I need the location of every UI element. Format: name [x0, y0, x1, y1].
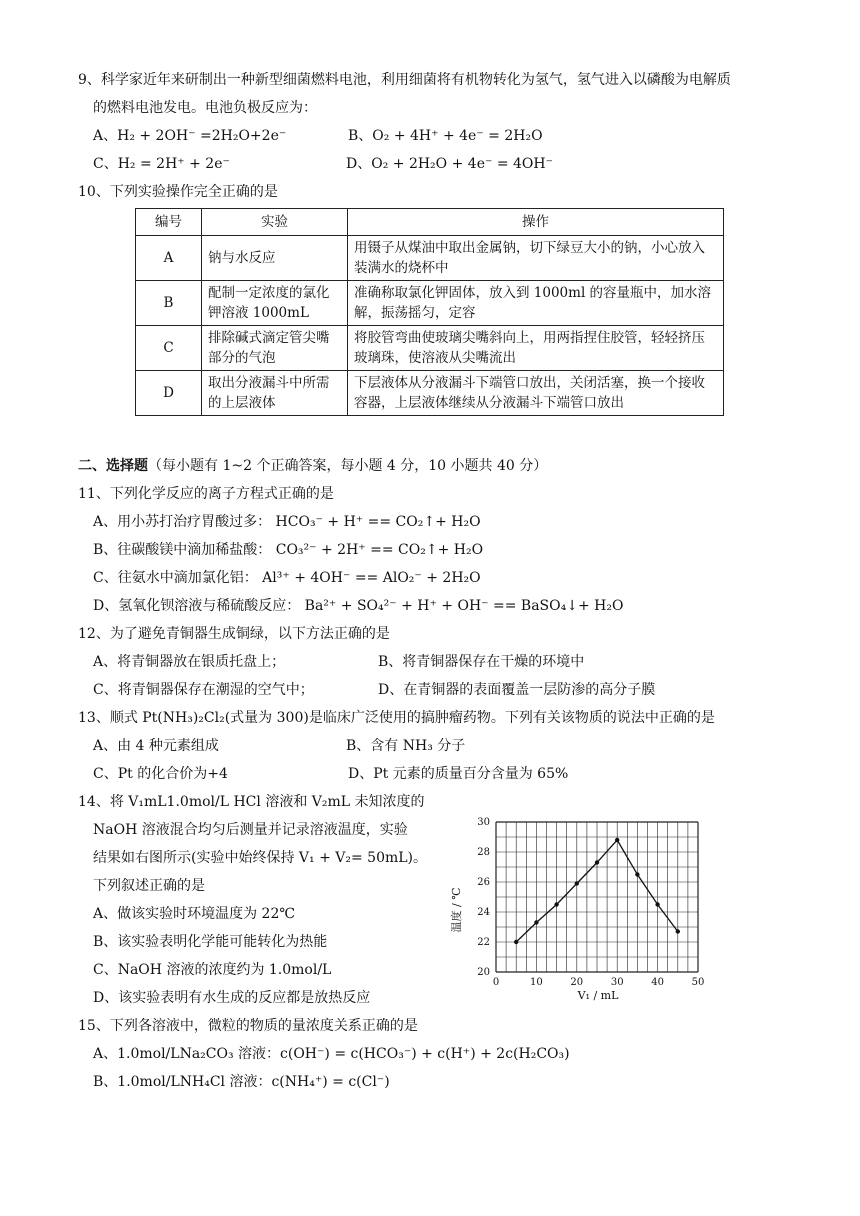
q15-option-a: A、1.0mol/LNa₂CO₃ 溶液：c(OH⁻) = c(HCO₃⁻) + c(H⁺) + 2c(H₂CO₃): [93, 1046, 570, 1062]
chart-ticks: [477, 817, 704, 988]
q9-option-a: A、H₂ + 2OH⁻ =2H₂O+2e⁻: [93, 128, 287, 144]
y-tick-label: 30: [477, 817, 490, 828]
x-tick-label: 50: [691, 977, 705, 988]
row-id: D: [136, 371, 202, 416]
q15-stem: 15、下列各溶液中，微粒的物质的量浓度关系正确的是: [78, 1018, 418, 1034]
q12-option-a: A、将青铜器放在银质托盘上；: [93, 654, 286, 670]
q13-option-b: B、含有 NH₃ 分子: [346, 738, 466, 754]
experiment-table: [135, 208, 724, 416]
q12-option-b: B、将青铜器保存在干燥的环境中: [378, 654, 585, 670]
y-tick-label: 28: [477, 847, 490, 858]
q9-stem-line2: 的燃料电池发电。电池负极反应为：: [93, 100, 317, 116]
table-row: [136, 236, 724, 281]
table-row: [136, 371, 724, 416]
q14-option-d: D、该实验表明有水生成的反应都是放热反应: [93, 990, 371, 1006]
q12-stem: 12、为了避免青铜器生成铜绿，以下方法正确的是: [78, 626, 390, 642]
q14-option-a: A、做该实验时环境温度为 22℃: [93, 906, 296, 922]
q11-stem: 11、下列化学反应的离子方程式正确的是: [78, 486, 334, 502]
row-operation: 下层液体从分液漏斗下端管口放出，关闭活塞，换一个接收容器，上层液体继续从分液漏斗下端管口放出: [348, 371, 724, 416]
row-id: C: [136, 326, 202, 371]
row-experiment: 钠与水反应: [202, 236, 348, 281]
data-point: [534, 920, 538, 924]
row-id: A: [136, 236, 202, 281]
table-header: 实验: [202, 209, 348, 236]
chart-grid: [496, 822, 698, 972]
table-header: 编号: [136, 209, 202, 236]
q13-option-d: D、Pt 元素的质量百分含量为 65%: [348, 766, 569, 782]
data-point: [676, 929, 680, 933]
q9-option-c: C、H₂ = 2H⁺ + 2e⁻: [93, 156, 230, 172]
data-point: [635, 872, 639, 876]
row-id: B: [136, 281, 202, 326]
y-tick-label: 26: [477, 877, 490, 888]
data-point: [615, 838, 619, 842]
q14-option-b: B、该实验表明化学能可能转化为热能: [93, 934, 328, 950]
q14-stem-line2: NaOH 溶液混合均匀后测量并记录溶液温度，实验: [93, 822, 408, 838]
x-tick-label: 10: [530, 977, 543, 988]
data-point: [655, 902, 659, 906]
q14-stem-line1: 14、将 V₁mL1.0mol/L HCl 溶液和 V₂mL 未知浓度的: [78, 794, 425, 810]
section-heading: [78, 456, 547, 476]
q11-option-a: A、用小苏打治疗胃酸过多： HCO₃⁻ + H⁺ == CO₂↑+ H₂O: [93, 514, 481, 530]
row-experiment: 配制一定浓度的氯化钾溶液 1000mL: [202, 281, 348, 326]
x-tick-label: 0: [492, 977, 500, 988]
row-experiment: 取出分液漏斗中所需的上层液体: [202, 371, 348, 416]
table-row: [136, 326, 724, 371]
x-tick-label: 40: [651, 977, 664, 988]
q11-option-c: C、往氨水中滴加氯化铝： Al³⁺ + 4OH⁻ == AlO₂⁻ + 2H₂O: [93, 570, 481, 586]
q14-stem-line4: 下列叙述正确的是: [93, 878, 205, 894]
row-operation: 准确称取氯化钾固体，放入到 1000ml 的容量瓶中，加水溶解，振荡摇匀，定容: [348, 281, 724, 326]
q13-stem: 13、顺式 Pt(NH₃)₂Cl₂(式量为 300)是临床广泛使用的搞肿瘤药物。下列有关该物质的说法中正确的是: [78, 710, 715, 726]
data-point: [595, 860, 599, 864]
table-header: 操作: [348, 209, 724, 236]
q11-option-b: B、往碳酸镁中滴加稀盐酸： CO₃²⁻ + 2H⁺ == CO₂↑+ H₂O: [93, 542, 484, 558]
q11-option-d: D、氢氧化钡溶液与稀硫酸反应： Ba²⁺ + SO₄²⁻ + H⁺ + OH⁻ == BaSO₄↓+ H₂O: [93, 598, 624, 614]
q9-option-d: D、O₂ + 2H₂O + 4e⁻ = 4OH⁻: [346, 156, 553, 172]
section-note: （每小题有 1~2 个正确答案，每小题 4 分，10 小题共 40 分）: [148, 458, 548, 474]
q9-stem-line1: 9、科学家近年来研制出一种新型细菌燃料电池，利用细菌将有机物转化为氢气，氢气进入以磷酸为电解质: [78, 72, 731, 88]
x-tick-label: 20: [570, 977, 584, 988]
q12-option-d: D、在青铜器的表面覆盖一层防渗的高分子膜: [378, 682, 656, 698]
y-tick-label: 24: [477, 907, 490, 918]
q14-option-c: C、NaOH 溶液的浓度约为 1.0mol/L: [93, 962, 332, 978]
table-row: [136, 281, 724, 326]
y-tick-label: 20: [477, 967, 490, 978]
x-tick-label: 30: [610, 977, 624, 988]
y-axis-label: 温度 / ℃: [450, 887, 463, 933]
row-operation: 将胶管弯曲使玻璃尖嘴斜向上，用两指捏住胶管，轻轻挤压玻璃珠，使溶液从尖嘴流出: [348, 326, 724, 371]
q13-option-a: A、由 4 种元素组成: [93, 738, 219, 754]
temperature-chart: [448, 808, 718, 1008]
q12-option-c: C、将青铜器保存在潮湿的空气中；: [93, 682, 314, 698]
x-axis-label: V₁ / mL: [577, 989, 619, 1002]
data-point: [514, 940, 518, 944]
data-point: [575, 881, 579, 885]
q10-stem: 10、下列实验操作完全正确的是: [78, 184, 278, 200]
section-title: 二、选择题: [78, 458, 148, 474]
table-header-row: [136, 209, 724, 236]
row-operation: 用镊子从煤油中取出金属钠，切下绿豆大小的钠，小心放入装满水的烧杯中: [348, 236, 724, 281]
q9-option-b: B、O₂ + 4H⁺ + 4e⁻ = 2H₂O: [348, 128, 543, 144]
row-experiment: 排除碱式滴定管尖嘴部分的气泡: [202, 326, 348, 371]
q13-option-c: C、Pt 的化合价为+4: [93, 766, 228, 782]
data-point: [554, 902, 558, 906]
q14-stem-line3: 结果如右图所示(实验中始终保持 V₁ + V₂= 50mL)。: [93, 850, 428, 866]
q15-option-b: B、1.0mol/LNH₄Cl 溶液：c(NH₄⁺) = c(Cl⁻): [93, 1074, 390, 1090]
y-tick-label: 22: [477, 937, 490, 948]
